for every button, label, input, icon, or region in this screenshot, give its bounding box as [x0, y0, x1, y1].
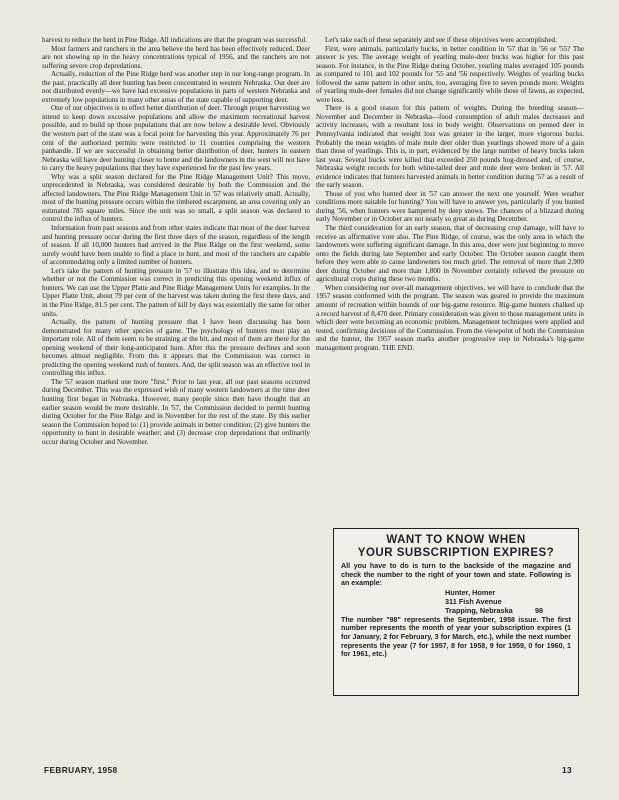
example-name: Hunter, Homer [445, 587, 496, 597]
example-address [341, 588, 571, 616]
subscription-title [334, 534, 578, 559]
left-paragraph-9: The '57 season marked one more "first." Prior to last year, all our past seasons occurred during December. This was the expressed wish of many western landowners at the time deer hunting first began in Nebraska. However, many people since then have thought that an earlier season would be more desirable. In '57, the Commission decided to permit hunting during October for the Pine Ridge and in November for the rest of the state. By this earlier season the Commission hoped to: (1) provide animals in better condition; (2) give hunters the opportunity to hunt in desirable weather; and (3) decrease crop depredations that ordinarily occur during October and November. [42, 377, 310, 446]
subscription-box [333, 528, 579, 696]
example-city: Trapping, Nebraska [445, 605, 513, 615]
right-paragraph-4: Those of you who hunted deer in '57 can answer the next one yourself. Were weather conditions more suitable for hunting? You will have to answer yes, particularly if you hunted during '56, when hunters were hampered by deep snows. The chances of a blizzard during early November or in October are not nearly so great as during December. [316, 189, 584, 224]
left-paragraph-5: Why was a split season declared for the Pine Ridge Management Unit? This move, unprecedented in Nebraska, was considered desirable by both the Commission and the affected landowners. The Pine Ridge Management Unit in '57 was relatively small. Actually, most of the hunting pressure occurs within the timbered escarpment, an area covering only an estimated 785 square miles. Since the unit was so small, a split season was declared to control the influx of hunters. [42, 172, 310, 224]
left-paragraph-8: Actually, the pattern of hunting pressure that I have been discussing has been demonstrated for many other species of game. The psychology of hunters must play an important role. All of them seem to be straining at the bit, and most of them are there for the opening weekend of their long-anticipated hunt. After this the pressure declines and soon becomes almost negligible. From this it appears that the Commission was correct in predicting the opening weekend rush of hunters. And, the split season was an effective tool in controlling this influx. [42, 318, 310, 378]
page-number: 13 [562, 765, 573, 775]
subscription-body [334, 559, 578, 659]
right-paragraph-5: The third consideration for an early season, that of decreasing crop damage, will have to receive an affirmative vote also. The Pine Ridge, of course, was the only area in which the landowners were suffering significant damage. In this area, deer were just beginning to move onto the fields during late September and early October. The October season caught them before they were able to cause landowners too much grief. The removal of more than 2,900 deer during October and more than 1,800 in November certainly relieved the pressure on agricultural crops during these two months. [316, 224, 584, 284]
right-paragraph-1: Let's take each of these separately and see if these objectives were accomplished. [325, 36, 557, 44]
left-paragraph-2: Most farmers and ranchers in the area believe the herd has been effectively reduced. Deer are not showing up in the heavy concentrations typical of 1956, and the ranchers are not suffering severe crop depredations. [42, 44, 310, 70]
footer-issue: FEBRUARY, 1958 [44, 765, 118, 775]
subscription-intro: All you have to do is turn to the backside of the magazine and check the number to the right of your town and state. Following is an example: [341, 562, 571, 588]
right-paragraph-6: When considering our over-all management objectives, we will have to conclude that the 1957 season conformed with the program. The season was geared to provide the maximum amount of recreation within bounds of our big-game resource. Big-game hunters chalked up a record harvest of 8,470 deer. Primary consideration was given to those management units in which deer were becoming an economic problem. Management techniques were applied and tested, confirming decisions of the Commission. From the viewpoint of both the Commission and the hunter, the 1957 season marks another progressive step in Nebraska's big-game management program. THE END. [316, 283, 584, 352]
left-paragraph-3: Actually, reduction of the Pine Ridge herd was another step in our long-range program. In the past, practically all deer hunting has been concentrated in western Nebraska. Our deer are not distributed evenly—we have had excessive populations in parts of western Nebraska and extremely low populations in many other areas of the state capable of supporting deer. [42, 70, 310, 104]
subscription-title-line-2: YOUR SUBSCRIPTION EXPIRES? [357, 546, 555, 559]
subscription-title-line-1: WANT TO KNOW WHEN [386, 534, 526, 546]
left-paragraph-7: Let's take the pattern of hunting pressure in '57 to illustrate this idea, and to determine whether or not the Commission was correct in predicting this opening weekend influx of hunters. We can use the Upper Platte and Pine Ridge Management Units for examples. In the Upper Platte Unit, about 79 per cent of the harvest was taken during the first three days, and in the Pine Ridge, 81.5 per cent. The pattern of kill by days was essentially the same for other units. [42, 266, 310, 318]
right-column [316, 36, 584, 352]
right-paragraph-3: There is a good reason for this pattern of weights. During the breeding season—November and December in Nebraska—food consumption of adult males decreases and activity increases, with a resultant loss in body weight. Observations on penned deer in Pennsylvania indicated that weight loss was greater in the larger, more vigorous bucks. Probably the mean weights of male mule deer older than yearlings showed more of a gain than those of yearlings. This is, in part, evidenced by the large number of heavy bucks taken last year. Several bucks were killed that exceeded 250 pounds hog-dressed and, of course, Nebraska weight records for both white-tailed deer and mule deer were broken in '57. All evidence indicates that hunters harvested animals in better condition during '57 as a result of the early season. [316, 104, 584, 190]
subscription-explanation: The number "98" represents the September, 1958 issue. The first number represents the month of year your subscription expires (1 for January, 2 for February, 3 for March, etc.), while the next number represents the year (7 for 1957, 8 for 1958, 9 for 1959, 0 for 1960, 1 for 1961, etc.) [341, 615, 571, 659]
example-street: 311 Fish Avenue [445, 596, 502, 606]
left-paragraph-4: One of our objectives is to effect better distribution of deer. Through proper harvesting we intend to keep down excessive populations and allow the maximum recreational harvest possible, and to build up those populations that are now below a desirable level. Obviously the western part of the state was a focal point for harvesting this year. Approximately 76 per cent of the authorized permits were restricted to 11 counties comprising the western panhandle. If we are successful in obtaining better distribution of deer, hunters in eastern Nebraska will have deer hunting closer to home and the landowners in the west will not have to carry the heavy populations that they have experienced for the past few years. [42, 104, 310, 173]
right-paragraph-2: First, were animals, particularly bucks, in better condition in '57 that in '56 or '55? The answer is yes. The average weight of yearling mule-deer bucks was higher for this past season. For instance, in the Pine Ridge during October, yearling males averaged 105 pounds as compared to 101 and 102 pounds for '55 and '56 respectively. Weights of yearling bucks followed the same pattern in other units, too, averaging five to seven pounds more. Weights of yearling mule-deer females did not change significantly while those of fawns, as expected, were less. [316, 44, 584, 104]
left-paragraph-1: harvest to reduce the herd in Pine Ridge. All indications are that the program was successful. [42, 36, 308, 44]
left-column [42, 36, 310, 446]
example-number: 98 [535, 605, 544, 615]
left-paragraph-6: Information from past seasons and from other states indicate that most of the deer harvest and hunting pressure occur during the first three days of the season, regardless of the length of season. If all 10,000 hunters had arrived in the Pine Ridge on the first weekend, some surely would have been unable to find a place to hunt, and most of the ranchers are capable of accommodating only a limited number of hunters. [42, 224, 310, 267]
